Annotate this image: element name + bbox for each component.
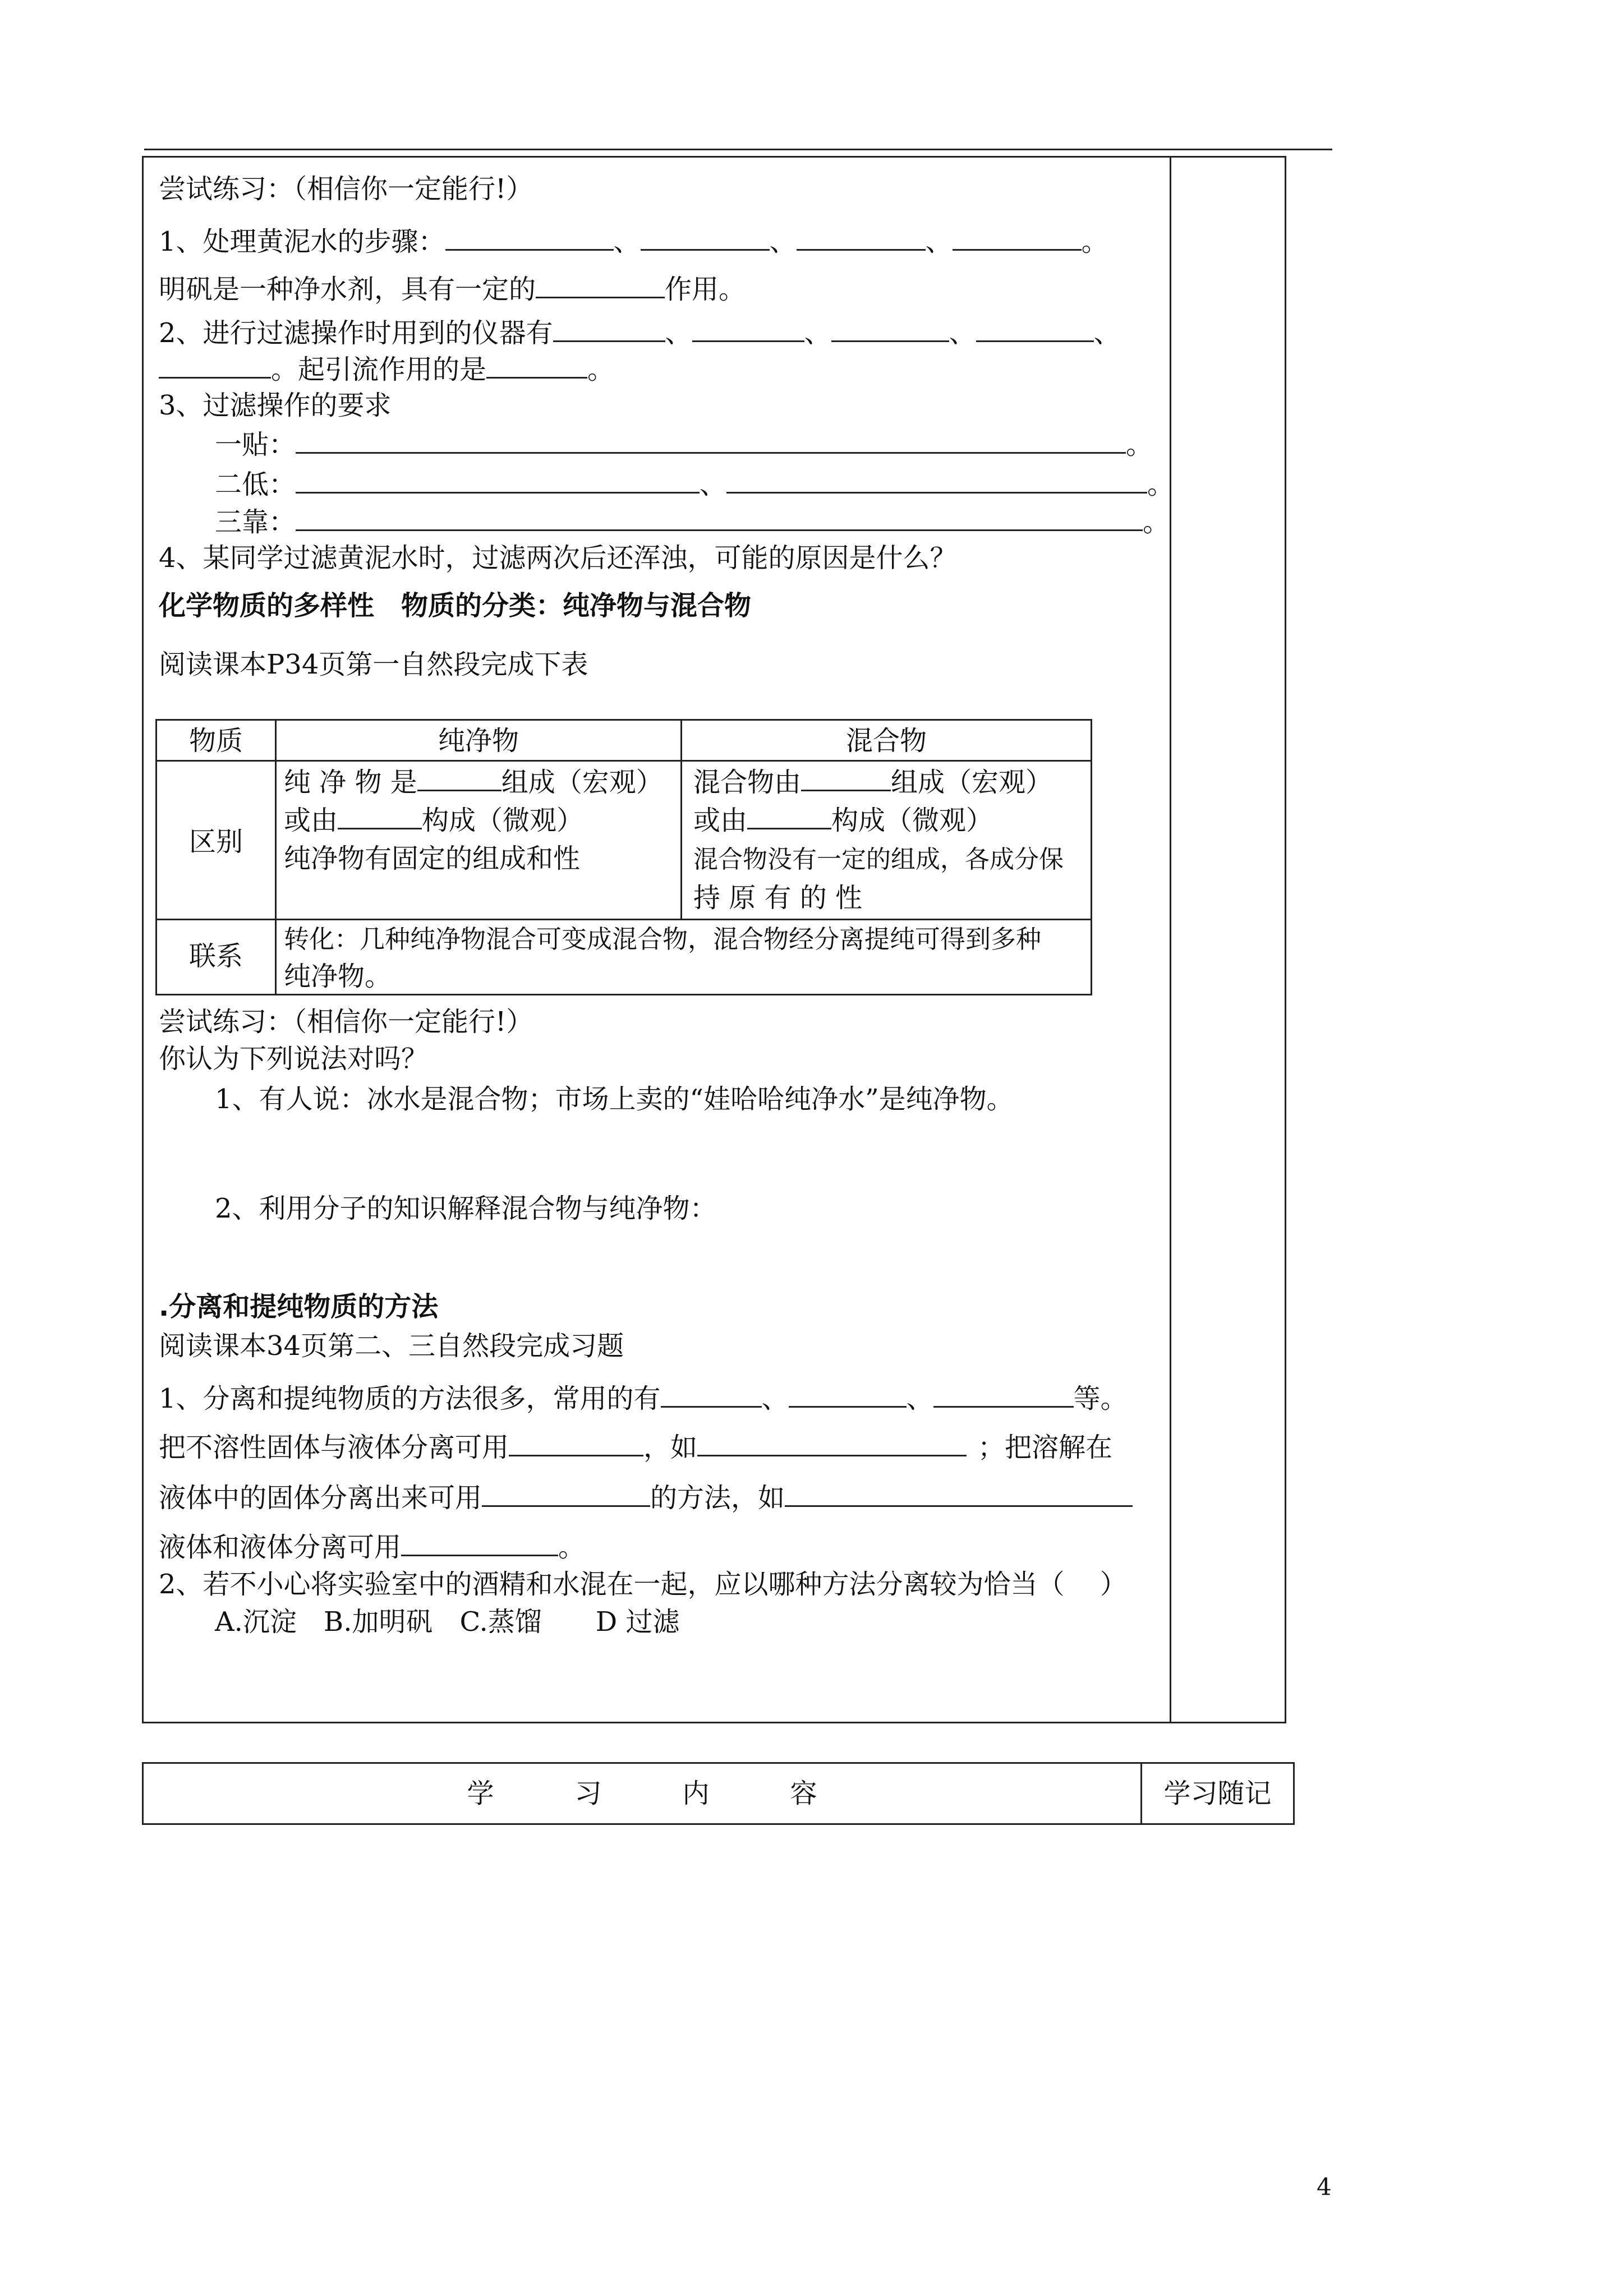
blank[interactable]: [747, 803, 831, 829]
s3-q1b-text: ，如: [643, 1432, 698, 1463]
blank[interactable]: [159, 352, 271, 379]
q3-a-line: [215, 427, 1153, 462]
section2-ask: 你认为下列说法对吗？: [159, 1043, 429, 1075]
blank[interactable]: [296, 467, 700, 494]
blank[interactable]: [801, 765, 891, 791]
q3-b-label: 二低：: [215, 469, 296, 500]
q1-alum-line: [159, 272, 746, 306]
header-rule: [144, 149, 1332, 150]
separator: 、: [613, 226, 641, 257]
s3-q1d-text: 液体和液体分离可用: [159, 1532, 402, 1563]
pure-line2: [284, 802, 583, 839]
q2-label-b: 。起引流作用的是: [271, 354, 487, 385]
separator: 、: [700, 469, 727, 500]
pure-line1: [284, 764, 663, 801]
table-border: [155, 719, 1092, 721]
q3-c-label: 三靠：: [215, 506, 296, 538]
separator: 、: [1093, 317, 1121, 349]
separator: 、: [761, 1383, 789, 1414]
separator: 。: [1126, 429, 1153, 460]
blank[interactable]: [338, 803, 422, 829]
s3-q1-end: 等。: [1073, 1383, 1128, 1414]
table-border: [155, 919, 1092, 920]
mix-line2: [693, 802, 993, 839]
blank[interactable]: [401, 1530, 558, 1556]
separator: 、: [804, 317, 831, 349]
blank[interactable]: [417, 765, 502, 791]
frame-divider: [1170, 156, 1171, 1723]
separator: 、: [665, 317, 692, 349]
q1-line: [159, 224, 1108, 259]
q3-a-label: 一贴：: [215, 429, 296, 460]
footer-border: [1293, 1762, 1295, 1825]
separator: 、: [906, 1383, 933, 1414]
separator: 。: [558, 1532, 586, 1563]
blank[interactable]: [296, 505, 1143, 531]
q1-alum-text-end: 作用。: [665, 274, 746, 305]
separator: 。: [1081, 226, 1108, 257]
row-difference-label: 区别: [188, 826, 243, 857]
blank[interactable]: [553, 316, 665, 342]
s3-q1-line: [159, 1381, 1128, 1416]
footer-border: [142, 1762, 1295, 1764]
section1-heading: 尝试练习：（相信你一定能行!）: [159, 173, 533, 205]
blank[interactable]: [296, 427, 1126, 454]
footer-border: [142, 1823, 1295, 1825]
q3-line: 3、过滤操作的要求: [159, 390, 392, 421]
s3-q1c-line: [159, 1481, 1133, 1515]
s3-q1-text: 1、分离和提纯物质的方法很多，常用的有: [159, 1383, 661, 1414]
pure-text: 纯 净 物 是: [284, 767, 417, 798]
section3-reading: 阅读课本34页第二、三自然段完成习题: [159, 1330, 624, 1362]
blank[interactable]: [661, 1381, 762, 1408]
page-number: 4: [1317, 2173, 1332, 2201]
section2-heading: 化学物质的多样性 物质的分类：纯净物与混合物: [159, 590, 752, 621]
separator: 、: [949, 317, 976, 349]
mix-line4: 持 原 有 的 性: [693, 882, 863, 914]
pure-text: 组成（宏观）: [501, 767, 663, 798]
q1-alum-text: 明矾是一种净水剂，具有一定的: [159, 274, 536, 305]
pure-text: 构成（微观）: [422, 805, 584, 836]
frame-right: [1285, 156, 1286, 1723]
blank[interactable]: [536, 272, 665, 298]
mix-line1: [693, 764, 1052, 801]
section2-practice: 尝试练习：（相信你一定能行!）: [159, 1006, 533, 1038]
section2-p2: 2、利用分子的知识解释混合物与纯净物：: [215, 1193, 717, 1224]
blank[interactable]: [976, 316, 1094, 342]
q2-line2: [159, 352, 614, 386]
mix-text: 或由: [693, 805, 748, 836]
frame-left: [142, 156, 144, 1723]
row-link-label: 联系: [188, 940, 243, 972]
pure-line3: 纯净物有固定的组成和性: [284, 843, 581, 874]
s3-q1b-text: ；把溶解在: [978, 1432, 1113, 1463]
s3-q2-line: 2、若不小心将实验室中的酒精和水混在一起，应以哪种方法分离较为恰当（ ）: [159, 1569, 1127, 1600]
separator: 。: [1143, 506, 1170, 538]
footer-notes-label: 学习随记: [1163, 1778, 1272, 1809]
blank[interactable]: [482, 1481, 650, 1507]
mix-line3: 混合物没有一定的组成，各成分保: [693, 845, 1064, 874]
separator: 、: [925, 226, 953, 257]
link-line2: 纯净物。: [284, 961, 392, 992]
s3-q1b-line: [159, 1430, 1112, 1464]
s3-q1c-text: 液体中的固体分离出来可用: [159, 1482, 482, 1514]
blank[interactable]: [831, 316, 949, 342]
section2-reading: 阅读课本P34页第一自然段完成下表: [159, 649, 588, 680]
q4-line: 4、某同学过滤黄泥水时，过滤两次后还浑浊，可能的原因是什么？: [159, 542, 957, 574]
blank[interactable]: [726, 467, 1147, 494]
mix-text: 混合物由: [693, 767, 802, 798]
header-substance: 物质: [188, 725, 243, 757]
table-border: [275, 719, 277, 995]
s3-options-line: A.沉淀 B.加明矾 C.蒸馏 D 过滤: [215, 1606, 680, 1638]
blank[interactable]: [697, 1430, 967, 1456]
blank[interactable]: [789, 1381, 907, 1408]
q1-label: 1、处理黄泥水的步骤：: [159, 226, 445, 257]
q3-c-line: [215, 505, 1170, 539]
frame-bottom: [142, 1722, 1286, 1723]
blank[interactable]: [445, 224, 614, 251]
blank[interactable]: [953, 224, 1082, 251]
separator: 。: [1147, 469, 1175, 500]
blank[interactable]: [486, 352, 587, 379]
frame-top: [142, 156, 1286, 158]
s3-q1d-line: [159, 1530, 585, 1564]
header-pure: 纯净物: [438, 725, 519, 757]
header-mixture: 混合物: [845, 725, 927, 757]
blank[interactable]: [797, 224, 926, 251]
table-border: [1091, 719, 1092, 995]
q3-b-line: [215, 467, 1174, 501]
blank[interactable]: [641, 224, 770, 251]
mix-text: 构成（微观）: [831, 805, 993, 836]
blank[interactable]: [509, 1430, 643, 1456]
blank[interactable]: [933, 1381, 1074, 1408]
separator: 。: [587, 354, 615, 385]
separator: 、: [769, 226, 797, 257]
pure-text: 或由: [284, 805, 338, 836]
q2-label: 2、进行过滤操作时用到的仪器有: [159, 317, 553, 349]
section2-p1: 1、有人说：冰水是混合物；市场上卖的“娃哈哈纯净水”是纯净物。: [215, 1084, 1014, 1115]
blank[interactable]: [785, 1481, 1133, 1507]
link-line1: 转化：几种纯净物混合可变成混合物，混合物经分离提纯可得到多种: [284, 924, 1042, 954]
table-border: [155, 760, 1092, 762]
s3-q1b-text: 把不溶性固体与液体分离可用: [159, 1432, 509, 1463]
footer-content-label: 学 习 内 容: [467, 1778, 817, 1809]
mix-text: 组成（宏观）: [891, 767, 1053, 798]
section3-heading: .分离和提纯物质的方法: [159, 1291, 439, 1322]
s3-q1c-text: 的方法，如: [650, 1482, 785, 1514]
q2-line: [159, 316, 1121, 350]
blank[interactable]: [692, 316, 804, 342]
